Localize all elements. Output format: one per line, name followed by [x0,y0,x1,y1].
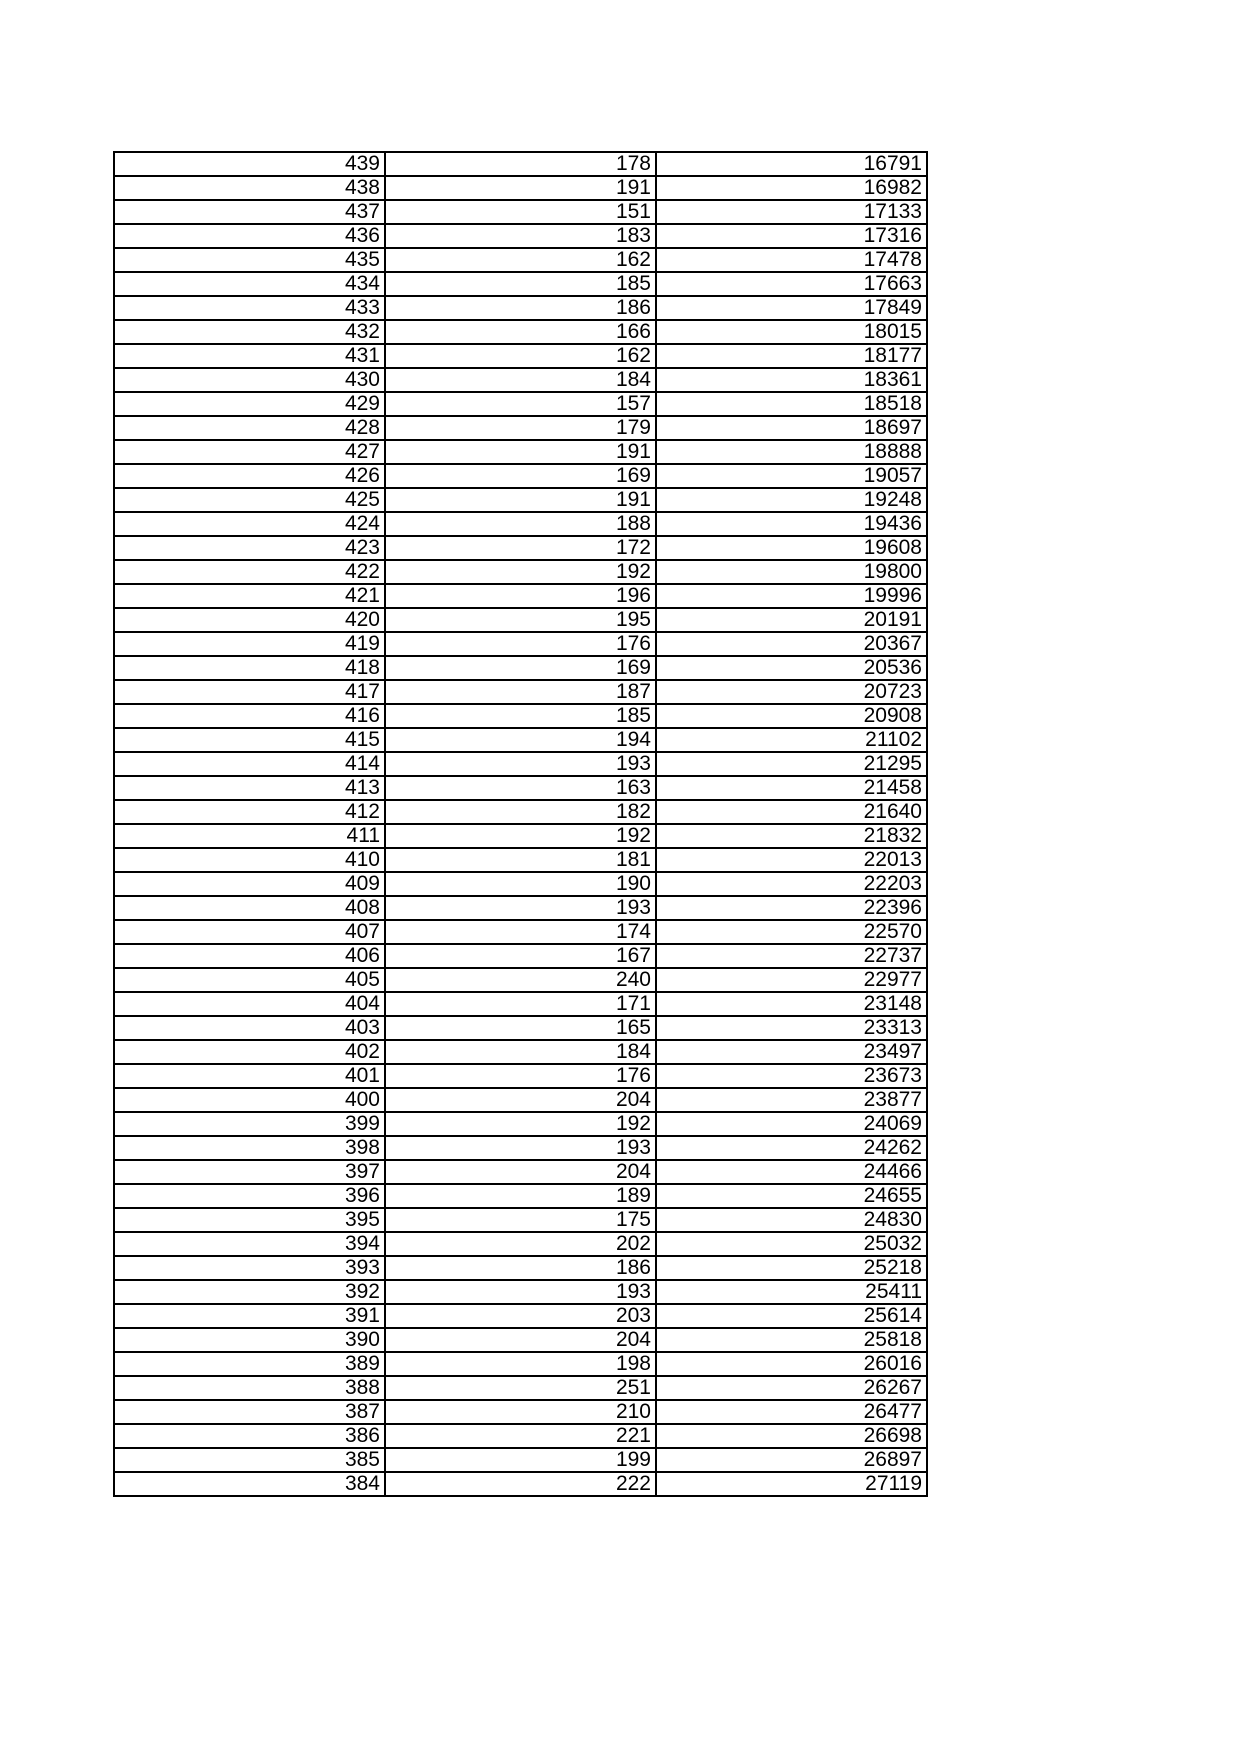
table-row [114,1256,927,1280]
score-cell: 394 [114,1232,385,1256]
table-row [114,800,927,824]
score-cell: 437 [114,200,385,224]
score-cell: 426 [114,464,385,488]
score-cell: 411 [114,824,385,848]
cumulative-cell: 26477 [656,1400,927,1424]
table-row [114,272,927,296]
cumulative-cell: 21295 [656,752,927,776]
count-cell: 171 [385,992,656,1016]
count-cell: 166 [385,320,656,344]
count-cell: 189 [385,1184,656,1208]
score-cell: 412 [114,800,385,824]
score-cell: 434 [114,272,385,296]
cumulative-cell: 17849 [656,296,927,320]
count-cell: 179 [385,416,656,440]
cumulative-cell: 23497 [656,1040,927,1064]
table-row [114,392,927,416]
score-cell: 432 [114,320,385,344]
table-body [114,152,927,1496]
count-cell: 204 [385,1160,656,1184]
cumulative-cell: 26897 [656,1448,927,1472]
count-cell: 162 [385,248,656,272]
cumulative-cell: 17478 [656,248,927,272]
cumulative-cell: 25818 [656,1328,927,1352]
cumulative-cell: 26267 [656,1376,927,1400]
table-row [114,512,927,536]
count-cell: 186 [385,296,656,320]
cumulative-cell: 22570 [656,920,927,944]
count-cell: 165 [385,1016,656,1040]
cumulative-cell: 17663 [656,272,927,296]
cumulative-cell: 21102 [656,728,927,752]
cumulative-cell: 19608 [656,536,927,560]
count-cell: 174 [385,920,656,944]
score-cell: 403 [114,1016,385,1040]
count-cell: 194 [385,728,656,752]
count-cell: 176 [385,1064,656,1088]
table-row [114,440,927,464]
table-row [114,872,927,896]
count-cell: 187 [385,680,656,704]
cumulative-cell: 20908 [656,704,927,728]
score-cell: 384 [114,1472,385,1496]
score-cell: 393 [114,1256,385,1280]
score-cell: 431 [114,344,385,368]
table-row [114,776,927,800]
cumulative-cell: 22013 [656,848,927,872]
count-cell: 188 [385,512,656,536]
table-row [114,1280,927,1304]
table-row [114,320,927,344]
count-cell: 191 [385,488,656,512]
score-cell: 433 [114,296,385,320]
table-row [114,848,927,872]
count-cell: 222 [385,1472,656,1496]
table-row [114,296,927,320]
count-cell: 240 [385,968,656,992]
score-cell: 397 [114,1160,385,1184]
score-cell: 419 [114,632,385,656]
cumulative-cell: 27119 [656,1472,927,1496]
cumulative-cell: 16791 [656,152,927,176]
score-cell: 439 [114,152,385,176]
cumulative-cell: 24830 [656,1208,927,1232]
cumulative-cell: 17133 [656,200,927,224]
count-cell: 221 [385,1424,656,1448]
cumulative-cell: 19800 [656,560,927,584]
count-cell: 190 [385,872,656,896]
table-row [114,920,927,944]
cumulative-cell: 22396 [656,896,927,920]
score-cell: 425 [114,488,385,512]
score-cell: 418 [114,656,385,680]
count-cell: 193 [385,752,656,776]
score-cell: 438 [114,176,385,200]
score-cell: 414 [114,752,385,776]
table-row [114,200,927,224]
cumulative-cell: 21832 [656,824,927,848]
cumulative-cell: 26016 [656,1352,927,1376]
cumulative-cell: 25032 [656,1232,927,1256]
score-table [113,151,928,1497]
score-cell: 406 [114,944,385,968]
count-cell: 163 [385,776,656,800]
score-cell: 413 [114,776,385,800]
cumulative-cell: 20723 [656,680,927,704]
cumulative-cell: 26698 [656,1424,927,1448]
count-cell: 204 [385,1328,656,1352]
score-cell: 417 [114,680,385,704]
count-cell: 175 [385,1208,656,1232]
cumulative-cell: 23148 [656,992,927,1016]
score-cell: 386 [114,1424,385,1448]
cumulative-cell: 22737 [656,944,927,968]
table-row [114,1304,927,1328]
cumulative-cell: 25411 [656,1280,927,1304]
table-row [114,224,927,248]
table-row [114,752,927,776]
count-cell: 204 [385,1088,656,1112]
cumulative-cell: 18361 [656,368,927,392]
count-cell: 169 [385,656,656,680]
count-cell: 210 [385,1400,656,1424]
cumulative-cell: 18177 [656,344,927,368]
table-row [114,536,927,560]
count-cell: 193 [385,1136,656,1160]
cumulative-cell: 23877 [656,1088,927,1112]
table-row [114,704,927,728]
score-cell: 427 [114,440,385,464]
count-cell: 184 [385,1040,656,1064]
score-cell: 428 [114,416,385,440]
score-cell: 399 [114,1112,385,1136]
count-cell: 184 [385,368,656,392]
table-row [114,1328,927,1352]
score-cell: 398 [114,1136,385,1160]
cumulative-cell: 19057 [656,464,927,488]
table-row [114,968,927,992]
score-cell: 387 [114,1400,385,1424]
score-cell: 404 [114,992,385,1016]
table-row [114,1064,927,1088]
score-cell: 401 [114,1064,385,1088]
score-cell: 402 [114,1040,385,1064]
cumulative-cell: 21640 [656,800,927,824]
score-cell: 407 [114,920,385,944]
cumulative-cell: 18697 [656,416,927,440]
table-row [114,1472,927,1496]
table-row [114,1160,927,1184]
count-cell: 151 [385,200,656,224]
count-cell: 169 [385,464,656,488]
count-cell: 192 [385,1112,656,1136]
cumulative-cell: 23673 [656,1064,927,1088]
table-row [114,728,927,752]
table-row [114,368,927,392]
count-cell: 191 [385,440,656,464]
score-cell: 392 [114,1280,385,1304]
cumulative-cell: 18518 [656,392,927,416]
score-cell: 408 [114,896,385,920]
table-row [114,1088,927,1112]
count-cell: 191 [385,176,656,200]
cumulative-cell: 22977 [656,968,927,992]
table-row [114,152,927,176]
table-row [114,1184,927,1208]
count-cell: 195 [385,608,656,632]
score-cell: 389 [114,1352,385,1376]
table-row [114,656,927,680]
count-cell: 185 [385,704,656,728]
cumulative-cell: 23313 [656,1016,927,1040]
table-row [114,1448,927,1472]
cumulative-cell: 22203 [656,872,927,896]
score-cell: 429 [114,392,385,416]
count-cell: 185 [385,272,656,296]
table-row [114,248,927,272]
score-cell: 385 [114,1448,385,1472]
count-cell: 167 [385,944,656,968]
count-cell: 203 [385,1304,656,1328]
count-cell: 193 [385,896,656,920]
table-row [114,1208,927,1232]
table-row [114,608,927,632]
table-row [114,1040,927,1064]
table-row [114,1400,927,1424]
cumulative-cell: 24466 [656,1160,927,1184]
count-cell: 196 [385,584,656,608]
score-cell: 415 [114,728,385,752]
table-row [114,896,927,920]
cumulative-cell: 18015 [656,320,927,344]
count-cell: 192 [385,560,656,584]
cumulative-cell: 24262 [656,1136,927,1160]
score-cell: 410 [114,848,385,872]
table-row [114,1376,927,1400]
count-cell: 157 [385,392,656,416]
table-row [114,416,927,440]
score-cell: 424 [114,512,385,536]
score-cell: 391 [114,1304,385,1328]
score-cell: 430 [114,368,385,392]
table-row [114,1424,927,1448]
table-row [114,632,927,656]
cumulative-cell: 19436 [656,512,927,536]
table-row [114,944,927,968]
cumulative-cell: 19248 [656,488,927,512]
table-row [114,1136,927,1160]
count-cell: 199 [385,1448,656,1472]
score-cell: 395 [114,1208,385,1232]
score-cell: 388 [114,1376,385,1400]
count-cell: 162 [385,344,656,368]
score-cell: 400 [114,1088,385,1112]
count-cell: 178 [385,152,656,176]
count-cell: 186 [385,1256,656,1280]
score-cell: 436 [114,224,385,248]
count-cell: 251 [385,1376,656,1400]
count-cell: 172 [385,536,656,560]
table-row [114,344,927,368]
table-row [114,584,927,608]
table-row [114,464,927,488]
count-cell: 176 [385,632,656,656]
cumulative-cell: 18888 [656,440,927,464]
table-row [114,680,927,704]
cumulative-cell: 25614 [656,1304,927,1328]
count-cell: 193 [385,1280,656,1304]
score-cell: 435 [114,248,385,272]
table-row [114,1112,927,1136]
table-row [114,488,927,512]
count-cell: 202 [385,1232,656,1256]
cumulative-cell: 24655 [656,1184,927,1208]
cumulative-cell: 21458 [656,776,927,800]
table-row [114,1232,927,1256]
cumulative-cell: 19996 [656,584,927,608]
count-cell: 182 [385,800,656,824]
table-row [114,824,927,848]
score-cell: 421 [114,584,385,608]
score-cell: 390 [114,1328,385,1352]
table-row [114,1352,927,1376]
cumulative-cell: 20191 [656,608,927,632]
cumulative-cell: 16982 [656,176,927,200]
table-row [114,176,927,200]
score-cell: 416 [114,704,385,728]
score-cell: 422 [114,560,385,584]
count-cell: 198 [385,1352,656,1376]
count-cell: 181 [385,848,656,872]
table-row [114,560,927,584]
score-cell: 405 [114,968,385,992]
cumulative-cell: 20536 [656,656,927,680]
cumulative-cell: 24069 [656,1112,927,1136]
score-cell: 396 [114,1184,385,1208]
score-cell: 423 [114,536,385,560]
table-row [114,1016,927,1040]
count-cell: 192 [385,824,656,848]
score-cell: 420 [114,608,385,632]
cumulative-cell: 25218 [656,1256,927,1280]
cumulative-cell: 20367 [656,632,927,656]
cumulative-cell: 17316 [656,224,927,248]
score-cell: 409 [114,872,385,896]
count-cell: 183 [385,224,656,248]
table-row [114,992,927,1016]
